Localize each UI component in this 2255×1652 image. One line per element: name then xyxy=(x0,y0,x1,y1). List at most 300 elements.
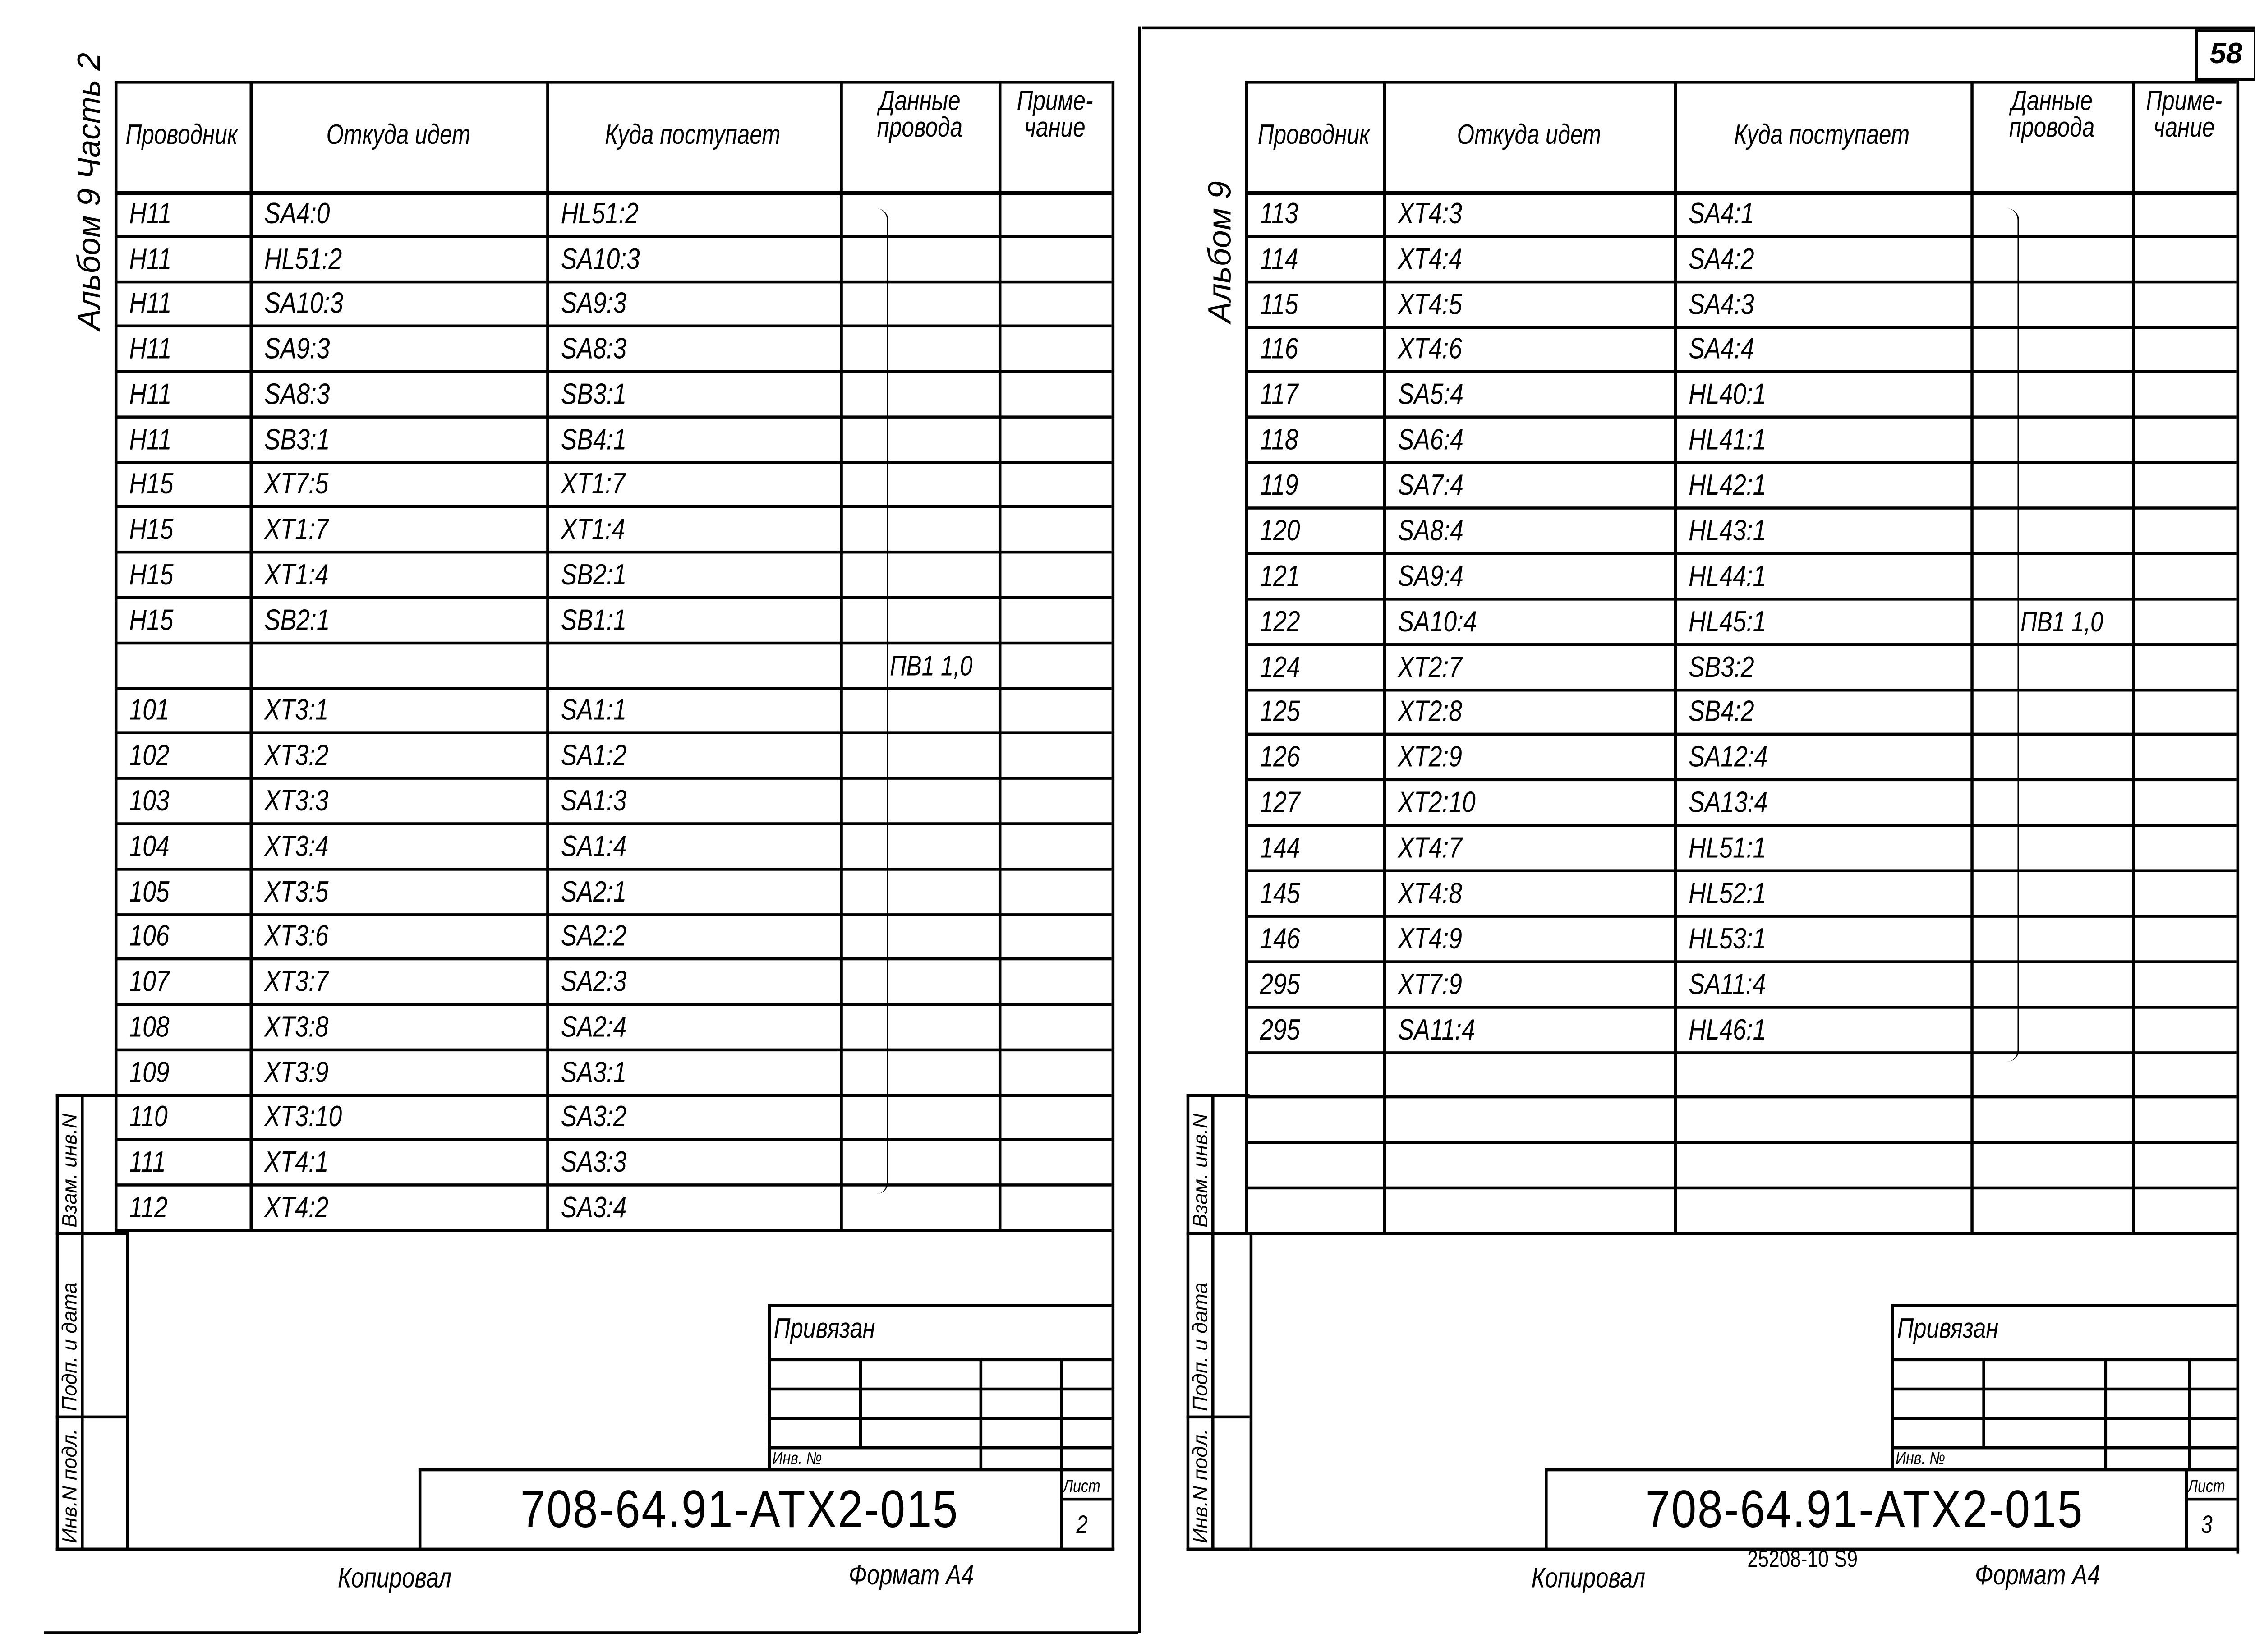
cell-conductor-text: 125 xyxy=(1260,696,1300,729)
cell-conductor-text: 127 xyxy=(1260,787,1300,820)
cell-from xyxy=(1398,1188,1674,1233)
cell-conductor xyxy=(129,688,250,733)
cell-to-text: SB2:1 xyxy=(561,559,627,592)
cell-from xyxy=(264,1185,546,1230)
cell-to xyxy=(561,914,840,959)
sheet-label-text: Лист xyxy=(2188,1476,2225,1496)
rule-line xyxy=(1211,1094,1214,1549)
sheet-label-text: Лист xyxy=(1063,1476,1100,1496)
header-note xyxy=(999,81,1112,191)
cell-from xyxy=(1398,1097,1674,1142)
format-label xyxy=(1975,1554,2128,1598)
cell-from xyxy=(1398,1052,1674,1097)
cell-from xyxy=(264,552,546,598)
album-label: Альбом 9 Часть 2 xyxy=(70,52,107,331)
header-from xyxy=(1383,81,1674,191)
cell-conductor xyxy=(129,1185,250,1230)
rule-line xyxy=(249,81,253,1230)
cell-conductor xyxy=(1260,644,1383,689)
stamp-label: Подп. и дата xyxy=(1187,1282,1212,1411)
cell-to xyxy=(561,1049,840,1095)
header-wire-data-text: Данные провода xyxy=(2008,87,2094,144)
cell-to-text: HL41:1 xyxy=(1689,424,1767,457)
rule-line xyxy=(1383,81,1386,1233)
cell-from-text: XT3:9 xyxy=(264,1057,329,1089)
cell-conductor-text: 110 xyxy=(129,1102,168,1134)
cell-from xyxy=(264,869,546,914)
privyazan-label-text: Привязан xyxy=(773,1314,875,1345)
cell-from xyxy=(1398,644,1674,689)
header-to-text: Куда поступает xyxy=(1734,120,1910,151)
cell-to xyxy=(561,643,840,688)
cell-conductor-text: H11 xyxy=(129,333,172,366)
wire-data-label-text: ПВ1 1,0 xyxy=(2020,607,2103,639)
cell-conductor-text: 119 xyxy=(1260,470,1298,502)
cell-from xyxy=(1398,916,1674,961)
cell-from xyxy=(1398,871,1674,916)
cell-conductor xyxy=(129,959,250,1004)
cell-from-text: SA4:0 xyxy=(264,198,330,230)
cell-conductor-text: 295 xyxy=(1260,968,1300,1001)
cell-conductor xyxy=(129,507,250,552)
cell-conductor xyxy=(129,1140,250,1185)
cell-conductor xyxy=(1260,871,1383,916)
rule-line xyxy=(1138,27,1141,1633)
cell-conductor-text: H15 xyxy=(129,559,174,592)
wire-data-label xyxy=(2020,599,2122,644)
cell-to-text: HL52:1 xyxy=(1689,878,1767,911)
cell-conductor xyxy=(129,733,250,778)
cell-from xyxy=(1398,281,1674,327)
page-number: 58 xyxy=(2209,38,2243,71)
cell-from xyxy=(264,281,546,327)
cell-to xyxy=(1689,1097,1970,1142)
cell-from-text: XT4:3 xyxy=(1398,198,1462,230)
cell-conductor-text: H11 xyxy=(129,378,172,411)
cell-conductor-text: 117 xyxy=(1260,379,1298,412)
rule-line xyxy=(1245,81,1248,1233)
cell-from xyxy=(264,507,546,552)
rule-line xyxy=(1891,1304,1894,1468)
cell-to xyxy=(561,236,840,281)
cell-from-text: SA7:4 xyxy=(1398,470,1463,502)
cell-to xyxy=(1689,735,1970,780)
cell-from-text: XT4:1 xyxy=(264,1147,329,1180)
cell-to xyxy=(561,1140,840,1185)
cell-to xyxy=(561,1004,840,1049)
cell-conductor-text: 121 xyxy=(1260,561,1300,593)
cell-conductor-text: H11 xyxy=(129,243,172,276)
rule-line xyxy=(1187,1548,1250,1551)
stamp-label: Подп. и дата xyxy=(57,1282,81,1411)
rule-line xyxy=(1891,1388,2236,1391)
cell-to-text: SB3:1 xyxy=(561,378,627,411)
archive-number-text: 25208-10 S9 xyxy=(1747,1547,1858,1573)
cell-to-text: SB3:2 xyxy=(1689,651,1754,684)
cell-conductor-text: 120 xyxy=(1260,515,1300,548)
rule-line xyxy=(2188,1358,2190,1468)
cell-conductor-text: 101 xyxy=(129,695,170,727)
cell-conductor xyxy=(1260,1188,1383,1233)
format-label-text: Формат А4 xyxy=(1975,1560,2100,1592)
cell-to xyxy=(1689,916,1970,961)
rule-line xyxy=(2237,1233,2240,1554)
cell-from xyxy=(1398,690,1674,735)
cell-conductor xyxy=(1260,463,1383,508)
cell-conductor xyxy=(129,869,250,914)
cell-to-text: SA12:4 xyxy=(1689,742,1768,774)
cell-from xyxy=(264,688,546,733)
cell-to xyxy=(1689,871,1970,916)
cell-to xyxy=(1689,508,1970,553)
cell-conductor-text: 103 xyxy=(129,785,170,818)
cell-to xyxy=(1689,1007,1970,1052)
cell-to xyxy=(561,552,840,598)
header-to xyxy=(1674,81,1971,191)
rule-line xyxy=(2237,81,2240,1233)
cell-to xyxy=(561,462,840,507)
cell-from xyxy=(1398,191,1674,236)
cell-from-text: XT3:6 xyxy=(264,921,329,953)
cell-to xyxy=(1689,825,1970,870)
cell-from-text: SA8:3 xyxy=(264,378,330,411)
cell-conductor-text: 114 xyxy=(1260,243,1298,276)
cell-from xyxy=(1398,825,1674,870)
document-code xyxy=(419,1471,1060,1547)
inv-no-label xyxy=(773,1446,833,1468)
wire-data-label-text: ПВ1 1,0 xyxy=(890,651,973,682)
cell-conductor xyxy=(129,372,250,417)
sheet-number-text: 2 xyxy=(1076,1511,1088,1539)
cell-conductor xyxy=(1260,916,1383,961)
cell-conductor-text: H11 xyxy=(129,288,172,321)
cell-conductor xyxy=(1260,962,1383,1007)
cell-from-text: XT3:2 xyxy=(264,740,329,773)
cell-to-text: SA4:2 xyxy=(1689,243,1754,276)
rule-line xyxy=(1142,27,2255,30)
sheet-number-text: 3 xyxy=(2201,1511,2213,1539)
rule-line xyxy=(1982,1358,1984,1446)
copied-by-label-text: Копировал xyxy=(337,1564,452,1595)
cell-conductor-text: 106 xyxy=(129,921,170,953)
sheet-label xyxy=(1063,1468,1109,1498)
rule-line xyxy=(115,81,118,1230)
cell-from xyxy=(264,191,546,236)
cell-from-text: XT3:1 xyxy=(264,695,329,727)
cell-from-text: XT3:7 xyxy=(264,966,329,999)
rule-line xyxy=(56,1094,126,1097)
rule-line xyxy=(2104,1358,2107,1468)
cell-to xyxy=(561,1185,840,1230)
cell-to xyxy=(561,281,840,327)
rule-line xyxy=(1112,81,1115,1230)
cell-conductor xyxy=(1260,825,1383,870)
cell-to xyxy=(561,598,840,643)
cell-conductor xyxy=(129,824,250,869)
cell-from-text: XT2:7 xyxy=(1398,651,1462,684)
cell-from-text: XT4:5 xyxy=(1398,289,1462,321)
header-conductor-text: Проводник xyxy=(1258,120,1371,151)
cell-conductor xyxy=(1260,372,1383,417)
cell-to-text: XT1:7 xyxy=(561,469,626,502)
rule-line xyxy=(1970,81,1974,1233)
cell-to-text: SA4:3 xyxy=(1689,289,1754,321)
cell-to-text: SA1:2 xyxy=(561,740,627,773)
cell-conductor xyxy=(1260,690,1383,735)
copied-by-label-text: Копировал xyxy=(1531,1564,1646,1595)
cell-from-text: SA5:4 xyxy=(1398,379,1463,412)
cell-conductor-text: 122 xyxy=(1260,606,1300,639)
cell-to-text: SB4:2 xyxy=(1689,696,1754,729)
cell-from-text: SA9:4 xyxy=(1398,561,1463,593)
stamp-label: Взам. инв.N xyxy=(57,1114,81,1228)
cell-conductor-text: 295 xyxy=(1260,1014,1300,1046)
rule-line xyxy=(1112,1230,1115,1551)
cell-conductor xyxy=(1260,599,1383,644)
cell-to xyxy=(1689,553,1970,598)
cell-to-text: HL42:1 xyxy=(1689,470,1767,502)
cell-from-text: XT3:10 xyxy=(264,1102,342,1134)
cell-conductor xyxy=(1260,418,1383,463)
cell-from xyxy=(264,824,546,869)
sheet-number xyxy=(2201,1500,2215,1545)
cell-conductor xyxy=(129,327,250,372)
cell-to xyxy=(561,1095,840,1140)
cell-from-text: XT4:6 xyxy=(1398,334,1462,367)
rule-line xyxy=(1060,1358,1063,1468)
cell-from-text: SA10:4 xyxy=(1398,606,1477,639)
header-to xyxy=(546,81,840,191)
cell-conductor-text: 116 xyxy=(1260,334,1298,367)
cell-to xyxy=(561,327,840,372)
cell-to-text: HL51:2 xyxy=(561,198,639,230)
cell-from-text: XT1:4 xyxy=(264,559,329,592)
cell-conductor xyxy=(129,552,250,598)
cell-conductor xyxy=(1260,1007,1383,1052)
cell-conductor xyxy=(1260,1143,1383,1188)
cell-to xyxy=(1689,644,1970,689)
cell-from-text: XT4:2 xyxy=(264,1192,329,1225)
header-conductor xyxy=(1245,81,1383,191)
rule-line xyxy=(768,1304,771,1468)
cell-conductor xyxy=(1260,236,1383,281)
cell-conductor xyxy=(1260,281,1383,327)
page-number-box xyxy=(2195,29,2255,81)
cell-to xyxy=(1689,281,1970,327)
cell-to xyxy=(1689,191,1970,236)
cell-to-text: SA3:2 xyxy=(561,1102,627,1134)
cell-from-text: SB3:1 xyxy=(264,423,330,456)
stamp-label: Взам. инв.N xyxy=(1187,1114,1212,1228)
cell-from-text: XT3:8 xyxy=(264,1011,329,1044)
cell-to-text: SA10:3 xyxy=(561,243,640,276)
cell-to-text: SA2:2 xyxy=(561,921,627,953)
cell-conductor-text: 107 xyxy=(129,966,170,999)
cell-to xyxy=(561,191,840,236)
header-conductor-text: Проводник xyxy=(126,120,239,151)
cell-conductor-text: H11 xyxy=(129,198,172,230)
cell-conductor xyxy=(1260,327,1383,372)
cell-from xyxy=(1398,735,1674,780)
rule-line xyxy=(81,1094,83,1549)
cell-conductor xyxy=(1260,191,1383,236)
cell-to-text: SA4:4 xyxy=(1689,334,1754,367)
cell-to xyxy=(1689,1188,1970,1233)
cell-to xyxy=(1689,690,1970,735)
rule-line xyxy=(980,1358,982,1468)
cell-from-text: XT4:7 xyxy=(1398,833,1462,865)
cell-conductor-text: 108 xyxy=(129,1011,170,1044)
cell-conductor xyxy=(1260,1097,1383,1142)
cell-to xyxy=(1689,463,1970,508)
header-wire-data xyxy=(840,81,999,191)
cell-from-text: SA11:4 xyxy=(1398,1014,1475,1046)
cell-conductor-text: H15 xyxy=(129,469,174,502)
cell-to-text: SA1:1 xyxy=(561,695,627,727)
cell-from xyxy=(1398,372,1674,417)
cell-to-text: SB4:1 xyxy=(561,423,627,456)
header-wire-data-text: Данные провода xyxy=(876,87,962,144)
stamp-label: Инв.N подл. xyxy=(1187,1429,1212,1543)
cell-to xyxy=(561,733,840,778)
cell-conductor xyxy=(1260,553,1383,598)
cell-from-text: SA6:4 xyxy=(1398,424,1463,457)
cell-to xyxy=(1689,236,1970,281)
cell-to-text: SA9:3 xyxy=(561,288,627,321)
copied-by-label xyxy=(1532,1556,1671,1601)
sheet-label xyxy=(2188,1468,2233,1498)
cell-from xyxy=(264,598,546,643)
cell-to-text: SA1:4 xyxy=(561,830,627,863)
cell-conductor xyxy=(1260,1052,1383,1097)
cell-conductor-text: 109 xyxy=(129,1057,170,1089)
cell-conductor-text: 113 xyxy=(1260,198,1298,230)
cell-conductor-text: 124 xyxy=(1260,651,1300,684)
cell-to-text: SA4:1 xyxy=(1689,198,1754,230)
cell-conductor-text: 104 xyxy=(129,830,170,863)
cell-to-text: HL51:1 xyxy=(1689,833,1767,865)
cell-to xyxy=(561,869,840,914)
cell-to xyxy=(1689,780,1970,825)
inv-no-label xyxy=(1896,1446,1956,1468)
format-label-text: Формат А4 xyxy=(848,1560,974,1592)
document-code-text: 708-64.91-АТХ2-015 xyxy=(520,1478,959,1539)
cell-from-text: SB2:1 xyxy=(264,604,330,637)
cell-from-text: XT3:4 xyxy=(264,830,329,863)
cell-to-text: XT1:4 xyxy=(561,514,626,547)
cell-from xyxy=(264,1049,546,1095)
wire-group-brace xyxy=(872,209,888,1194)
cell-to-text: HL45:1 xyxy=(1689,606,1767,639)
cell-conductor xyxy=(129,236,250,281)
cell-to-text: HL43:1 xyxy=(1689,515,1767,548)
document-code xyxy=(1545,1471,2185,1547)
header-to-text: Куда поступает xyxy=(605,120,781,151)
cell-to-text: SA2:3 xyxy=(561,966,627,999)
rule-line xyxy=(1187,1416,1250,1419)
cell-from xyxy=(1398,463,1674,508)
header-note xyxy=(2132,81,2236,191)
rule-line xyxy=(1891,1358,2236,1362)
cell-conductor xyxy=(129,598,250,643)
cell-from xyxy=(264,1140,546,1185)
cell-to xyxy=(561,372,840,417)
cell-conductor-text: H15 xyxy=(129,604,174,637)
cell-conductor xyxy=(129,191,250,236)
cell-from-text: SA10:3 xyxy=(264,288,344,321)
cell-to-text: SA1:3 xyxy=(561,785,627,818)
document-code-text: 708-64.91-АТХ2-015 xyxy=(1645,1478,2085,1539)
cell-to-text: SA11:4 xyxy=(1689,968,1766,1001)
header-from-text: Откуда идет xyxy=(1456,120,1601,151)
rule-line xyxy=(859,1358,861,1446)
cell-conductor-text: 144 xyxy=(1260,833,1300,865)
rule-line xyxy=(1250,1548,2239,1551)
rule-line xyxy=(56,1416,126,1419)
cell-from xyxy=(1398,962,1674,1007)
cell-from xyxy=(264,1004,546,1049)
cell-from xyxy=(1398,1143,1674,1188)
cell-from xyxy=(1398,1007,1674,1052)
cell-to xyxy=(561,824,840,869)
rule-line xyxy=(126,1230,129,1549)
header-note-text: Приме- чание xyxy=(2146,87,2223,144)
cell-from-text: XT2:9 xyxy=(1398,742,1462,774)
cell-from xyxy=(1398,553,1674,598)
cell-to xyxy=(561,688,840,733)
cell-from xyxy=(1398,599,1674,644)
cell-from xyxy=(264,778,546,824)
cell-conductor xyxy=(129,778,250,824)
cell-from xyxy=(264,327,546,372)
cell-to xyxy=(561,959,840,1004)
cell-from xyxy=(1398,327,1674,372)
cell-conductor xyxy=(1260,508,1383,553)
rule-line xyxy=(1250,1233,1253,1549)
cell-to xyxy=(1689,962,1970,1007)
cell-from-text: XT1:7 xyxy=(264,514,329,547)
cell-conductor-text: 111 xyxy=(129,1147,166,1180)
rule-line xyxy=(2132,81,2135,1233)
cell-from-text: XT2:8 xyxy=(1398,696,1462,729)
cell-conductor xyxy=(129,643,250,688)
cell-to xyxy=(1689,1052,1970,1097)
cell-from xyxy=(264,959,546,1004)
cell-to-text: SA3:1 xyxy=(561,1057,627,1089)
cell-conductor xyxy=(1260,780,1383,825)
cell-to xyxy=(1689,327,1970,372)
cell-to-text: SA2:1 xyxy=(561,876,627,908)
archive-number xyxy=(1747,1542,1882,1578)
rule-line xyxy=(126,1548,1114,1551)
rule-line xyxy=(44,1631,1138,1634)
wire-group-brace xyxy=(2003,209,2019,1061)
cell-from-text: XT4:9 xyxy=(1398,923,1462,956)
cell-to xyxy=(1689,1143,1970,1188)
cell-from-text: XT7:9 xyxy=(1398,968,1462,1001)
cell-from-text: XT2:10 xyxy=(1398,787,1476,820)
cell-to-text: SA2:4 xyxy=(561,1011,627,1044)
privyazan-label xyxy=(1897,1307,2020,1351)
cell-from xyxy=(264,733,546,778)
cell-to xyxy=(1689,599,1970,644)
cell-conductor-text: 112 xyxy=(129,1192,168,1225)
rule-line xyxy=(56,1548,126,1551)
rule-line xyxy=(546,81,549,1230)
format-label xyxy=(849,1554,1002,1598)
cell-conductor-text: H11 xyxy=(129,423,172,456)
cell-from-text: XT3:3 xyxy=(264,785,329,818)
